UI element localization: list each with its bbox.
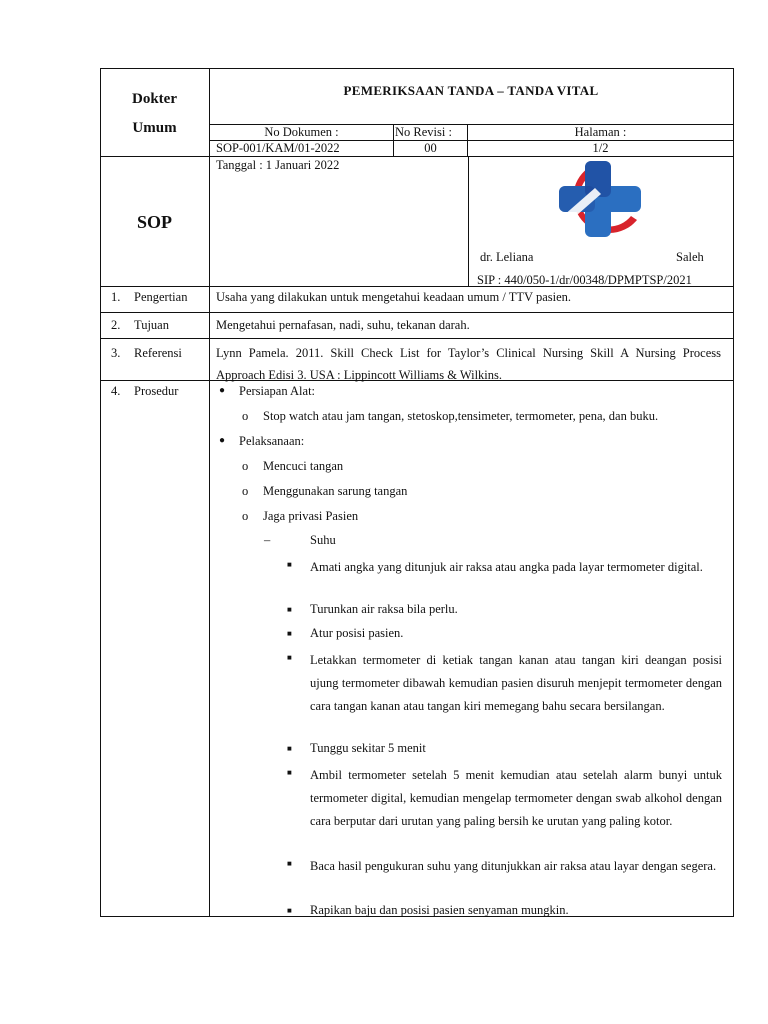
row-content-tujuan: Mengetahui pernafasan, nadi, suhu, tekanan darah. (216, 318, 470, 332)
square-bullet-icon: ■ (287, 560, 292, 569)
suhu-step: Baca hasil pengukuran suhu yang ditunjukkan air raksa atau layar dengan segera. (310, 859, 717, 873)
halaman-label: Halaman : (574, 125, 627, 139)
circle-bullet-icon: o (242, 459, 249, 473)
row-num-tujuan: 2. (111, 318, 121, 332)
no-dokumen-value: SOP-001/KAM/01-2022 (216, 141, 340, 155)
suhu-step: Amati angka yang ditunjuk air raksa atau angka pada layar termometer digital. (310, 560, 703, 574)
sop-label: SOP (136, 212, 172, 232)
circle-bullet-icon: o (242, 509, 249, 523)
row-label-tujuan: Tujuan (134, 318, 169, 332)
pelaksanaan-item: Menggunakan sarung tangan (263, 484, 408, 498)
persiapan-label: Persiapan Alat: (239, 384, 316, 398)
row-label-pengertian: Pengertian (134, 290, 188, 304)
halaman-value: 1/2 (592, 141, 609, 155)
persiapan-item: Stop watch atau jam tangan, stetoskop,tensimeter, termometer, pena, dan buku. (263, 409, 659, 423)
row-label-prosedur: Prosedur (134, 384, 179, 398)
no-revisi-value: 00 (424, 141, 437, 155)
row-num-pengertian: 1. (111, 290, 121, 304)
square-bullet-icon: ■ (287, 859, 292, 868)
circle-bullet-icon: o (242, 409, 249, 423)
pelaksanaan-item: Mencuci tangan (263, 459, 344, 473)
suhu-step: Ambil termometer setelah 5 menit kemudian atau setelah alarm bunyi untuk termometer digital, kemudian mengelap termometer dengan swab alkohol dengan cara berputar dari urutan yang paling bersih ke urutan yang paling kotor. (310, 768, 722, 828)
bullet-dot-icon: ● (219, 435, 226, 446)
row-num-prosedur: 4. (111, 384, 121, 398)
suhu-step: Atur posisi pasien. (310, 626, 404, 640)
suhu-step: Letakkan termometer di ketiak tangan kanan atau tangan kiri deangan posisi ujung termometer dibawah kemudian pasien disuruh menjepit termometer dengan cara tangan kanan atau tangan kiri memegang bahu secara bersilangan. (310, 653, 722, 713)
bullet-dot-icon: ● (219, 385, 226, 396)
square-bullet-icon: ■ (287, 629, 292, 638)
circle-bullet-icon: o (242, 484, 249, 498)
org-name-line2: Umum (132, 120, 177, 136)
signer-surname: Saleh (676, 250, 704, 264)
row-content-referensi: Lynn Pamela. 2011. Skill Check List for Taylor’s Clinical Nursing Skill A Nursing Process Approach Edisi 3. USA : Lippincott Williams & Wilkins. (216, 346, 721, 382)
square-bullet-icon: ■ (287, 605, 292, 614)
suhu-step: Tunggu sekitar 5 menit (310, 741, 426, 755)
document-title: PEMERIKSAAN TANDA – TANDA VITAL (343, 83, 599, 98)
suhu-step: Rapikan baju dan posisi pasien senyaman mungkin. (310, 903, 569, 917)
org-name-line1: Dokter (132, 91, 177, 107)
signer-sip: SIP : 440/050-1/dr/00348/DPMPTSP/2021 (477, 273, 692, 287)
row-label-referensi: Referensi (134, 346, 182, 360)
no-dokumen-label: No Dokumen : (264, 125, 339, 139)
square-bullet-icon: ■ (287, 768, 292, 777)
signer-name: dr. Leliana (480, 250, 534, 264)
square-bullet-icon: ■ (287, 653, 292, 662)
pelaksanaan-label: Pelaksanaan: (239, 434, 305, 448)
square-bullet-icon: ■ (287, 906, 292, 915)
row-num-referensi: 3. (111, 346, 121, 360)
no-revisi-label: No Revisi : (395, 125, 452, 139)
tanggal-terbit: Tanggal : 1 Januari 2022 (216, 158, 340, 172)
suhu-label: Suhu (310, 533, 336, 547)
row-content-pengertian: Usaha yang dilakukan untuk mengetahui keadaan umum / TTV pasien. (216, 290, 572, 304)
suhu-step: Turunkan air raksa bila perlu. (310, 602, 458, 616)
pelaksanaan-item: Jaga privasi Pasien (263, 509, 359, 523)
dash-bullet-icon: – (264, 533, 271, 547)
square-bullet-icon: ■ (287, 744, 292, 753)
medical-cross-logo-icon (555, 158, 645, 244)
